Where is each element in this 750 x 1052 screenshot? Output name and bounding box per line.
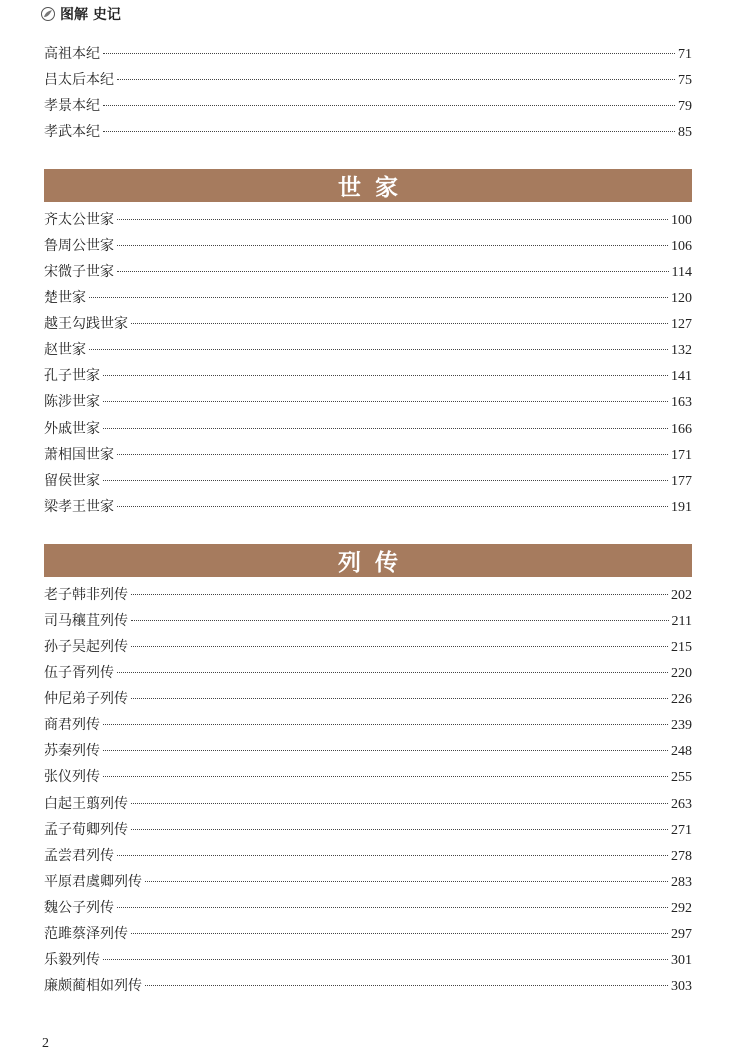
toc-entry-page: 100 xyxy=(671,213,692,228)
toc-entry-title: 孝景本纪 xyxy=(44,98,100,114)
toc-entry-page: 120 xyxy=(671,291,692,306)
toc-entry-page: 177 xyxy=(671,474,692,489)
toc-entry-page: 79 xyxy=(678,99,692,114)
toc-entry-title: 宋微子世家 xyxy=(44,264,114,280)
toc-entry[interactable] xyxy=(44,418,692,440)
toc-entry-page: 297 xyxy=(671,927,692,942)
toc-entry-page: 75 xyxy=(678,73,692,88)
toc-entry-title: 仲尼弟子列传 xyxy=(44,691,128,707)
toc-entry[interactable] xyxy=(44,845,692,867)
dot-leader xyxy=(117,855,668,856)
book-title: 图解 史记 xyxy=(60,7,121,23)
section-heading-shijia xyxy=(44,169,692,202)
toc-entry-page: 132 xyxy=(671,343,692,358)
toc-entry-title: 孟尝君列传 xyxy=(44,848,114,864)
toc-entry-title: 张仪列传 xyxy=(44,769,100,785)
toc-entry[interactable] xyxy=(44,975,692,997)
toc-entry[interactable] xyxy=(44,339,692,361)
dot-leader xyxy=(103,776,668,777)
toc-entry[interactable] xyxy=(44,261,692,283)
toc-entry-title: 苏秦列传 xyxy=(44,743,100,759)
toc-entry[interactable] xyxy=(44,287,692,309)
dot-leader xyxy=(131,646,668,647)
dot-leader xyxy=(117,454,668,455)
toc-entry[interactable] xyxy=(44,740,692,762)
toc-entry-title: 伍子胥列传 xyxy=(44,665,114,681)
toc-entry[interactable] xyxy=(44,662,692,684)
toc-entry[interactable] xyxy=(44,43,692,65)
dot-leader xyxy=(89,349,668,350)
toc-entry[interactable] xyxy=(44,610,692,632)
toc-entry-title: 孟子荀卿列传 xyxy=(44,822,128,838)
toc-entry-title: 齐太公世家 xyxy=(44,212,114,228)
toc-entry-page: 263 xyxy=(671,797,692,812)
section-title: 列传 xyxy=(338,550,412,576)
toc-entry[interactable] xyxy=(44,121,692,143)
toc-entry-page: 255 xyxy=(671,770,692,785)
toc-entry-title: 高祖本纪 xyxy=(44,46,100,62)
toc-entry-page: 191 xyxy=(671,500,692,515)
dot-leader xyxy=(131,594,668,595)
toc-entry-page: 127 xyxy=(671,317,692,332)
toc-entry-title: 孔子世家 xyxy=(44,368,100,384)
dot-leader xyxy=(131,698,668,699)
toc-entry-title: 梁孝王世家 xyxy=(44,499,114,515)
dot-leader xyxy=(103,724,668,725)
toc-entry[interactable] xyxy=(44,209,692,231)
toc-entry-page: 166 xyxy=(671,422,692,437)
toc-entry[interactable] xyxy=(44,793,692,815)
toc-entry-page: 226 xyxy=(671,692,692,707)
toc-entry-page: 114 xyxy=(671,265,692,280)
toc-entry[interactable] xyxy=(44,235,692,257)
toc-entry[interactable] xyxy=(44,365,692,387)
toc-entry[interactable] xyxy=(44,923,692,945)
toc-entry-page: 271 xyxy=(671,823,692,838)
toc-entry-title: 孝武本纪 xyxy=(44,124,100,140)
dot-leader xyxy=(145,985,668,986)
toc-entry[interactable] xyxy=(44,871,692,893)
toc-entry-page: 292 xyxy=(671,901,692,916)
toc-entry-title: 吕太后本纪 xyxy=(44,72,114,88)
dot-leader xyxy=(103,375,668,376)
dot-leader xyxy=(117,245,668,246)
section-title: 世家 xyxy=(338,175,412,201)
toc-entry[interactable] xyxy=(44,949,692,971)
toc-entry[interactable] xyxy=(44,95,692,117)
toc-entry-page: 278 xyxy=(671,849,692,864)
dot-leader xyxy=(103,131,675,132)
dot-leader xyxy=(131,323,668,324)
dot-leader xyxy=(131,829,668,830)
toc-entry-title: 陈涉世家 xyxy=(44,394,100,410)
dot-leader xyxy=(131,803,668,804)
dot-leader xyxy=(103,428,668,429)
toc-entry-page: 303 xyxy=(671,979,692,994)
toc-entry[interactable] xyxy=(44,391,692,413)
toc-entry-page: 71 xyxy=(678,47,692,62)
toc-entry-page: 211 xyxy=(671,614,692,629)
dot-leader xyxy=(103,105,675,106)
toc-entry-page: 163 xyxy=(671,395,692,410)
section-heading-liezhuan xyxy=(44,544,692,577)
toc-entry-title: 平原君虞卿列传 xyxy=(44,874,142,890)
dot-leader xyxy=(117,79,675,80)
toc-entry-title: 萧相国世家 xyxy=(44,447,114,463)
toc-entry-title: 商君列传 xyxy=(44,717,100,733)
dot-leader xyxy=(117,219,668,220)
dot-leader xyxy=(131,620,669,621)
dot-leader xyxy=(103,959,668,960)
toc-entry-page: 85 xyxy=(678,125,692,140)
toc-entry-page: 283 xyxy=(671,875,692,890)
toc-entry-title: 外戚世家 xyxy=(44,421,100,437)
toc-entry[interactable] xyxy=(44,714,692,736)
toc-entry[interactable] xyxy=(44,470,692,492)
dot-leader xyxy=(103,480,668,481)
toc-entry[interactable] xyxy=(44,688,692,710)
toc-entry[interactable] xyxy=(44,766,692,788)
toc-entry-title: 白起王翦列传 xyxy=(44,796,128,812)
dot-leader xyxy=(145,881,668,882)
dot-leader xyxy=(103,750,668,751)
toc-entry-title: 留侯世家 xyxy=(44,473,100,489)
toc-entry-page: 239 xyxy=(671,718,692,733)
toc-entry-title: 乐毅列传 xyxy=(44,952,100,968)
toc-entry-page: 106 xyxy=(671,239,692,254)
toc-entry-title: 楚世家 xyxy=(44,290,86,306)
toc-entry-title: 赵世家 xyxy=(44,342,86,358)
dot-leader xyxy=(117,271,669,272)
toc-entry-page: 202 xyxy=(671,588,692,603)
flower-logo-icon xyxy=(40,6,56,22)
toc-entry-page: 215 xyxy=(671,640,692,655)
page-number: 2 xyxy=(42,1036,49,1051)
toc-entry[interactable] xyxy=(44,636,692,658)
toc-entry-title: 廉颇蔺相如列传 xyxy=(44,978,142,994)
toc-entry-title: 孙子吴起列传 xyxy=(44,639,128,655)
dot-leader xyxy=(117,907,668,908)
toc-entry-page: 141 xyxy=(671,369,692,384)
toc-entry[interactable] xyxy=(44,313,692,335)
toc-entry-title: 老子韩非列传 xyxy=(44,587,128,603)
dot-leader xyxy=(103,53,675,54)
toc-entry-page: 171 xyxy=(671,448,692,463)
toc-entry[interactable] xyxy=(44,819,692,841)
dot-leader xyxy=(131,933,668,934)
toc-entry-title: 越王勾践世家 xyxy=(44,316,128,332)
toc-entry[interactable] xyxy=(44,444,692,466)
toc-entry[interactable] xyxy=(44,69,692,91)
toc-entry-page: 220 xyxy=(671,666,692,681)
toc-entry-title: 范雎蔡泽列传 xyxy=(44,926,128,942)
toc-entry-page: 248 xyxy=(671,744,692,759)
dot-leader xyxy=(89,297,668,298)
dot-leader xyxy=(103,401,668,402)
toc-entry[interactable] xyxy=(44,897,692,919)
dot-leader xyxy=(117,506,668,507)
running-head xyxy=(40,4,121,24)
toc-entry-title: 鲁周公世家 xyxy=(44,238,114,254)
toc-entry[interactable] xyxy=(44,584,692,606)
toc-entry[interactable] xyxy=(44,496,692,518)
toc-entry-page: 301 xyxy=(671,953,692,968)
toc-entry-title: 魏公子列传 xyxy=(44,900,114,916)
dot-leader xyxy=(117,672,668,673)
toc-entry-title: 司马穰苴列传 xyxy=(44,613,128,629)
